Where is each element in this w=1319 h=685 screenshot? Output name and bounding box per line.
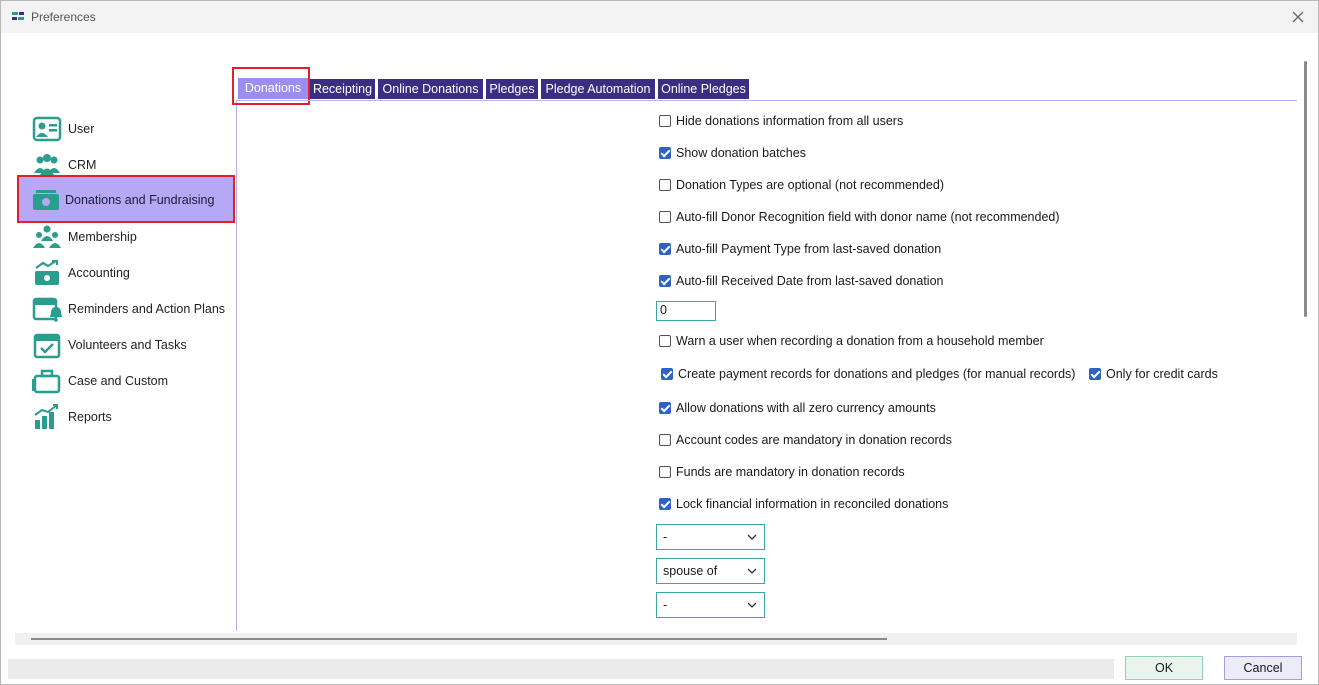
sidebar-item-reports[interactable]: [15, 399, 237, 433]
account-codes-mandatory-checkbox[interactable]: [659, 434, 671, 446]
status-bar: [8, 659, 1114, 679]
tab-receipting[interactable]: Receipting: [310, 79, 375, 99]
sidebar-item-membership[interactable]: [15, 219, 237, 253]
sidebar-item-reminders-and-action-plans[interactable]: [15, 291, 237, 325]
chevron-down-icon: [746, 559, 758, 583]
show-donation-batches-label[interactable]: Show donation batches: [676, 146, 806, 160]
auto-fill-donor-recognition-checkbox[interactable]: [659, 211, 671, 223]
never-receipted-threshold-input[interactable]: 0: [656, 301, 716, 321]
tab-donations[interactable]: Donations: [238, 78, 308, 99]
tab-online-pledges[interactable]: Online Pledges: [658, 79, 749, 99]
hide-donations-checkbox[interactable]: [659, 115, 671, 127]
calendar-check-icon: [32, 331, 62, 359]
funds-mandatory-checkbox[interactable]: [659, 466, 671, 478]
chevron-down-icon: [746, 525, 758, 549]
sidebar-item-label: Reminders and Action Plans: [68, 302, 226, 316]
money-icon: [31, 187, 61, 215]
close-icon: [1292, 11, 1304, 23]
lock-reconciled-label[interactable]: Lock financial information in reconciled donations: [676, 497, 949, 511]
auto-fill-received-date-label[interactable]: Auto-fill Received Date from last-saved donation: [676, 274, 944, 288]
membership-icon: [32, 223, 62, 251]
create-payment-records-checkbox[interactable]: [661, 368, 673, 380]
calendar-bell-icon: [32, 295, 62, 323]
only-credit-cards-checkbox[interactable]: [1089, 368, 1101, 380]
household-member-warning-label[interactable]: Warn a user when recording a donation from a household member: [676, 334, 1044, 348]
vertical-scrollbar-thumb[interactable]: [1304, 61, 1307, 317]
donation-types-optional-checkbox[interactable]: [659, 179, 671, 191]
lock-reconciled-checkbox[interactable]: [659, 498, 671, 510]
only-credit-cards-label[interactable]: Only for credit cards: [1106, 367, 1218, 381]
allow-zero-donations-checkbox[interactable]: [659, 402, 671, 414]
sidebar-item-label: Accounting: [68, 266, 130, 280]
show-donation-batches-checkbox[interactable]: [659, 147, 671, 159]
hide-donations-label[interactable]: Hide donations information from all users: [676, 114, 904, 128]
donation-types-optional-label[interactable]: Donation Types are optional (not recommended): [676, 178, 944, 192]
bar-chart-icon: [32, 403, 62, 431]
auto-fill-payment-type-label[interactable]: Auto-fill Payment Type from last-saved donation: [676, 242, 942, 256]
title-bar: [1, 1, 1318, 33]
sidebar-divider: [236, 101, 237, 631]
auto-fill-payment-type-checkbox[interactable]: [659, 243, 671, 255]
sidebar-item-donations-and-fundraising[interactable]: [17, 175, 235, 223]
funds-mandatory-label[interactable]: Funds are mandatory in donation records: [676, 465, 905, 479]
sidebar-item-label: User: [68, 122, 95, 136]
sidebar-item-label: CRM: [68, 158, 97, 172]
user-card-icon: [32, 115, 62, 143]
horizontal-scrollbar-thumb[interactable]: [31, 638, 887, 640]
close-button[interactable]: [1286, 6, 1310, 28]
allow-zero-donations-label[interactable]: Allow donations with all zero currency amounts: [676, 401, 936, 415]
sidebar-item-label: Donations and Fundraising: [65, 193, 215, 207]
sidebar-item-user[interactable]: [15, 111, 237, 145]
recognition-relationship-select[interactable]: [656, 524, 765, 550]
household-member-warning-checkbox[interactable]: [659, 335, 671, 347]
tab-online-donations[interactable]: Online Donations: [378, 79, 483, 99]
select-value: -: [663, 530, 668, 544]
sidebar-item-label: Reports: [68, 410, 112, 424]
sidebar-item-label: Volunteers and Tasks: [68, 338, 187, 352]
window-title: Preferences: [31, 10, 96, 24]
auto-fill-received-date-checkbox[interactable]: [659, 275, 671, 287]
cancel-button[interactable]: Cancel: [1224, 656, 1302, 680]
select-value: spouse of: [663, 564, 718, 578]
sidebar-item-volunteers-and-tasks[interactable]: [15, 327, 237, 361]
chevron-down-icon: [746, 593, 758, 617]
account-codes-mandatory-label[interactable]: Account codes are mandatory in donation records: [676, 433, 952, 447]
briefcase-icon: [32, 367, 62, 395]
tab-pledges[interactable]: Pledges: [486, 79, 538, 99]
matching-donor-relationship-select[interactable]: [656, 592, 765, 618]
create-payment-records-label[interactable]: Create payment records for donations and pledges (for manual records): [678, 367, 1076, 381]
tab-underline: [236, 100, 1297, 101]
ok-button[interactable]: OK: [1125, 656, 1203, 680]
sidebar-item-label: Case and Custom: [68, 374, 169, 388]
select-value: -: [663, 598, 668, 612]
sumac-app-icon: [11, 10, 25, 24]
tab-pledge-automation[interactable]: Pledge Automation: [541, 79, 655, 99]
sidebar-item-label: Membership: [68, 230, 137, 244]
auto-fill-donor-recognition-label[interactable]: Auto-fill Donor Recognition field with donor name (not recommended): [676, 210, 1060, 224]
sidebar-item-accounting[interactable]: [15, 255, 237, 289]
accounting-icon: [32, 259, 62, 287]
soft-credit-relationship-select[interactable]: [656, 558, 765, 584]
sidebar-item-case-and-custom[interactable]: [15, 363, 237, 397]
